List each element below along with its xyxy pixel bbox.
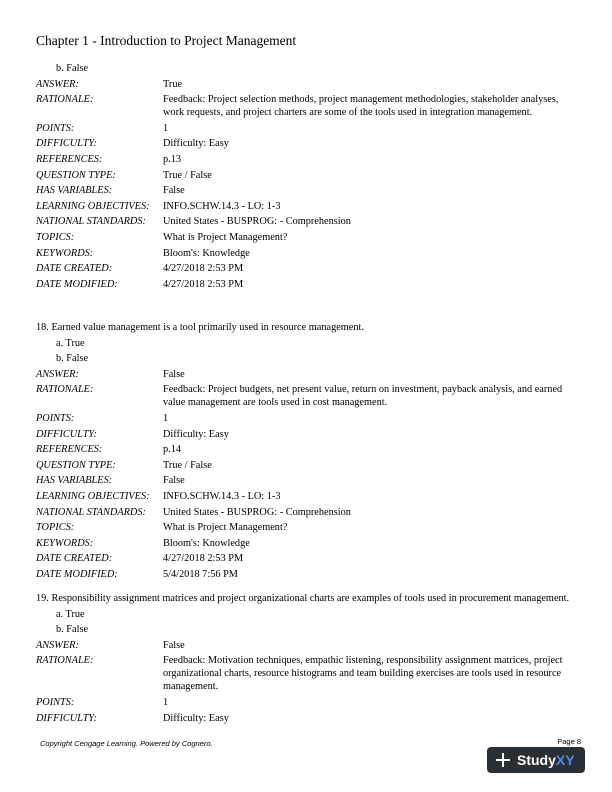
date-modified-label: DATE MODIFIED: [36, 568, 118, 580]
page-title: Chapter 1 - Introduction to Project Management [36, 33, 297, 48]
learning-objectives-label: LEARNING OBJECTIVES: [36, 490, 150, 502]
plus-icon [494, 751, 512, 769]
references-value: p.13 [163, 153, 182, 165]
national-standards-value: United States - BUSPROG: - Comprehension [163, 506, 351, 518]
option-b: b. False [56, 63, 89, 74]
question-type-value: True / False [163, 169, 212, 181]
copyright-footer: Copyright Cengage Learning. Powered by Cognero. [40, 739, 213, 748]
rationale-label: RATIONALE: [36, 655, 94, 667]
points-row [36, 696, 581, 709]
learning-objectives-value: INFO.SCHW.14.3 - LO: 1-3 [163, 490, 281, 502]
question-stem: 19. Responsibility assignment matrices and project organizational charts are examples of tools used in procurement management. [36, 593, 570, 604]
topics-value: What is Project Management? [163, 231, 288, 243]
option-b: b. False [56, 624, 89, 636]
keywords-row [36, 247, 581, 260]
answer-row [36, 639, 581, 652]
topics-label: TOPICS: [36, 231, 75, 243]
rationale-label: RATIONALE: [36, 94, 94, 106]
answer-value: False [163, 368, 185, 380]
difficulty-label: DIFFICULTY: [36, 712, 97, 724]
rationale-value: Feedback: Project budgets, net present value, return on investment, payback analysis, and earned value management are tools used in cost management. [163, 384, 563, 409]
references-row [36, 443, 581, 456]
answer-label: ANSWER: [36, 368, 79, 380]
points-value: 1 [163, 122, 169, 134]
difficulty-label: DIFFICULTY: [36, 428, 97, 440]
option-a: a. True [56, 337, 85, 349]
references-value: p.14 [163, 444, 182, 456]
points-label: POINTS: [36, 412, 75, 424]
rationale-value: Feedback: Motivation techniques, empathic listening, responsibility assignment matrices, project organizational charts, resource histograms and team building exercises are tools used in resource management. [163, 655, 563, 693]
date-created-label: DATE CREATED: [36, 263, 113, 275]
question-type-row [36, 459, 581, 472]
date-created-value: 4/27/2018 2:53 PM [163, 263, 244, 275]
has-variables-value: False [163, 185, 185, 197]
references-label: REFERENCES: [36, 444, 103, 456]
national-standards-value: United States - BUSPROG: - Comprehension [163, 216, 351, 228]
has-variables-value: False [163, 475, 185, 487]
date-created-row [36, 262, 581, 275]
date-modified-value: 5/4/2018 7:56 PM [163, 568, 238, 580]
points-row [36, 412, 581, 425]
national-standards-row [36, 506, 581, 519]
date-created-label: DATE CREATED: [36, 553, 113, 565]
keywords-row [36, 537, 581, 550]
national-standards-label: NATIONAL STANDARDS: [36, 216, 146, 228]
question-17 [36, 62, 581, 293]
question-type-label: QUESTION TYPE: [36, 169, 116, 181]
question-type-value: True / False [163, 459, 212, 471]
page-number: Page 8 [557, 737, 581, 746]
rationale-row [36, 383, 581, 409]
rationale-label: RATIONALE: [36, 384, 94, 396]
answer-label: ANSWER: [36, 639, 79, 651]
date-created-value: 4/27/2018 2:53 PM [163, 553, 244, 565]
learning-objectives-row [36, 200, 581, 213]
option-a: a. True [56, 608, 85, 620]
has-variables-label: HAS VARIABLES: [36, 475, 113, 487]
date-modified-row [36, 278, 581, 291]
badge-brand: Study [517, 752, 556, 768]
rationale-row [36, 93, 581, 119]
topics-value: What is Project Management? [163, 522, 288, 534]
learning-objectives-row [36, 490, 581, 503]
answer-label: ANSWER: [36, 78, 79, 90]
references-label: REFERENCES: [36, 153, 103, 165]
difficulty-row [36, 712, 581, 725]
difficulty-value: Difficulty: Easy [163, 428, 229, 440]
has-variables-label: HAS VARIABLES: [36, 185, 113, 197]
rationale-row [36, 654, 581, 693]
rationale-value: Feedback: Project selection methods, project management methodologies, stakeholder analyses, work requests, and project charters are some of the tools used in integration management. [163, 94, 559, 119]
answer-row [36, 78, 581, 91]
difficulty-row [36, 137, 581, 150]
keywords-label: KEYWORDS: [36, 537, 94, 549]
topics-label: TOPICS: [36, 522, 75, 534]
learning-objectives-label: LEARNING OBJECTIVES: [36, 200, 150, 212]
learning-objectives-value: INFO.SCHW.14.3 - LO: 1-3 [163, 200, 281, 212]
answer-row [36, 368, 581, 381]
answer-value: True [163, 78, 183, 90]
date-modified-row [36, 568, 581, 581]
keywords-label: KEYWORDS: [36, 247, 94, 259]
national-standards-label: NATIONAL STANDARDS: [36, 506, 146, 518]
keywords-value: Bloom's: Knowledge [163, 247, 250, 259]
points-value: 1 [163, 696, 169, 708]
date-modified-label: DATE MODIFIED: [36, 278, 118, 290]
points-label: POINTS: [36, 122, 75, 134]
question-19 [36, 592, 581, 727]
keywords-value: Bloom's: Knowledge [163, 537, 250, 549]
question-type-label: QUESTION TYPE: [36, 459, 116, 471]
references-row [36, 153, 581, 166]
badge-brand-accent: XY [555, 752, 575, 768]
difficulty-value: Difficulty: Easy [163, 712, 229, 724]
date-created-row [36, 552, 581, 565]
question-type-row [36, 169, 581, 182]
question-stem: 18. Earned value management is a tool primarily used in resource management. [36, 322, 364, 333]
option-b: b. False [56, 353, 89, 365]
points-value: 1 [163, 412, 169, 424]
has-variables-row [36, 184, 581, 197]
has-variables-row [36, 474, 581, 487]
question-18 [36, 321, 581, 584]
national-standards-row [36, 215, 581, 228]
topics-row [36, 231, 581, 244]
answer-value: False [163, 639, 185, 651]
difficulty-row [36, 428, 581, 441]
studyxy-badge[interactable] [487, 747, 585, 773]
difficulty-label: DIFFICULTY: [36, 138, 97, 150]
date-modified-value: 4/27/2018 2:53 PM [163, 278, 244, 290]
points-row [36, 122, 581, 135]
difficulty-value: Difficulty: Easy [163, 138, 229, 150]
topics-row [36, 521, 581, 534]
points-label: POINTS: [36, 696, 75, 708]
